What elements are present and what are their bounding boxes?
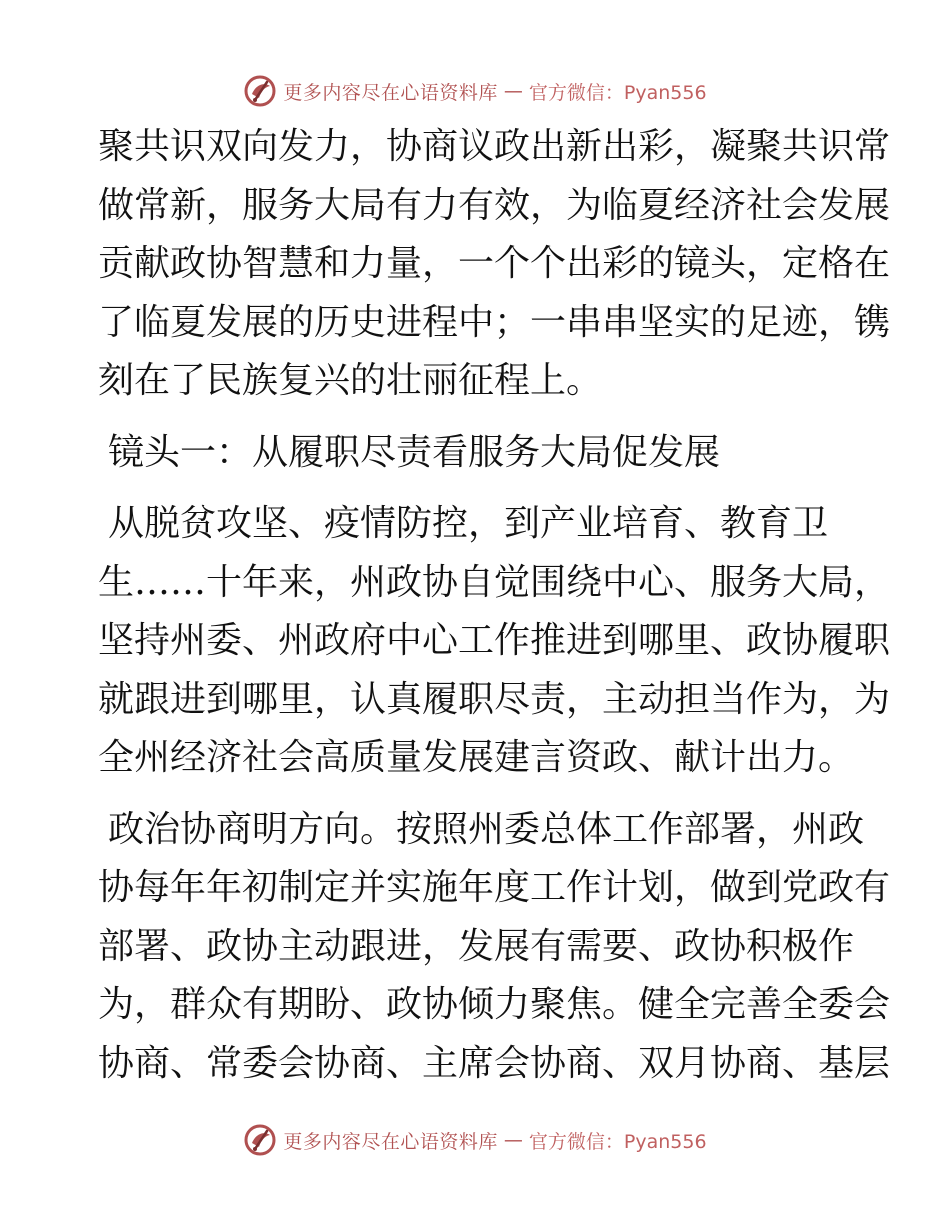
text-line: 协商、常委会协商、主席会协商、双月协商、基层 [98,1042,891,1084]
text-line: 聚共识双向发力，协商议政出新出彩，凝聚共识常 [98,126,891,167]
text-line: 全州经济社会高质量发展建言资政、献计出力。 [98,737,855,778]
paragraph-1 [98,118,891,411]
watermark-separator: — [503,80,523,102]
watermark-site-text: 更多内容尽在心语资料库 [283,1130,498,1153]
watermark-wechat-text: 官方微信：Pyan556 [528,81,707,104]
paragraph-3 [98,801,891,1094]
watermark-wechat-text: 官方微信：Pyan556 [528,1130,707,1153]
text-line: 生……十年来，州政协自觉围绕中心、服务大局， [98,561,891,603]
brand-logo-icon [243,1123,277,1157]
footer-watermark [0,1120,950,1160]
text-line: 刻在了民族复兴的壮丽征程上。 [98,360,603,401]
paragraph-2 [98,495,891,788]
text-line: 坚持州委、州政府中心工作推进到哪里、政协履职 [98,620,891,661]
text-line: 贡献政协智慧和力量，一个个出彩的镜头，定格在 [98,243,891,284]
text-line: 部署、政协主动跟进，发展有需要、政协积极作 [98,925,855,967]
brand-logo-icon [243,74,277,108]
text-line: 就跟进到哪里，认真履职尽责，主动担当作为，为 [98,678,891,720]
text-line: 了临夏发展的历史进程中；一串串坚实的足迹，镌 [98,301,891,343]
text-line: 做常新，服务大局有力有效，为临夏经济社会发展 [98,184,891,226]
text-line: 从脱贫攻坚、疫情防控，到产业培育、教育卫 [108,503,829,544]
watermark-site-text: 更多内容尽在心语资料库 [283,81,498,104]
text-line: 协每年年初制定并实施年度工作计划，做到党政有 [98,867,891,908]
watermark-separator: — [503,1129,523,1151]
text-line: 为，群众有期盼、政协倾力聚焦。健全完善全委会 [98,984,891,1025]
heading-line: 镜头一：从履职尽责看服务大局促发展 [108,431,721,473]
text-line: 政治协商明方向。按照州委总体工作部署，州政 [108,808,865,850]
section-heading [98,424,858,483]
document-body [98,118,891,1093]
header-watermark [0,71,950,111]
